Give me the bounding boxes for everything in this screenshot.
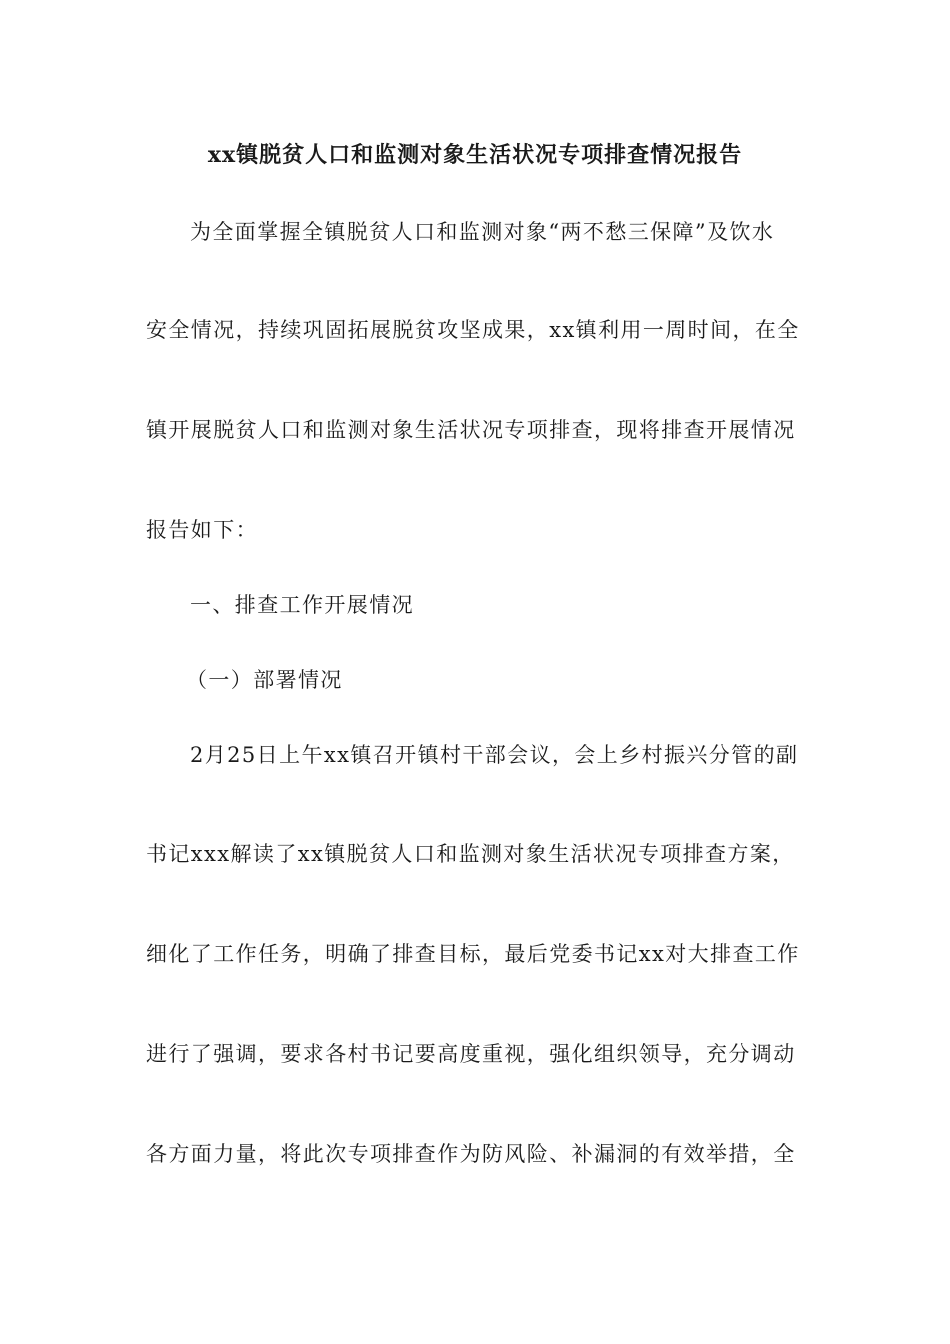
paragraph-line: 为全面掌握全镇脱贫人口和监测对象“两不愁三保障”及饮水 bbox=[190, 220, 775, 244]
document-title: xx镇脱贫人口和监测对象生活状况专项排查情况报告 bbox=[207, 142, 743, 168]
section-heading: 一、排查工作开展情况 bbox=[190, 593, 414, 617]
paragraph-line: 细化了工作任务，明确了排查目标，最后党委书记xx对大排查工作 bbox=[146, 942, 800, 966]
paragraph-line: 安全情况，持续巩固拓展脱贫攻坚成果，xx镇利用一周时间，在全 bbox=[146, 318, 800, 342]
subsection-heading: （一）部署情况 bbox=[186, 668, 343, 692]
paragraph-line: 镇开展脱贫人口和监测对象生活状况专项排查，现将排查开展情况 bbox=[146, 418, 796, 442]
paragraph-line: 进行了强调，要求各村书记要高度重视，强化组织领导，充分调动 bbox=[146, 1042, 796, 1066]
paragraph-line: 书记xxx解读了xx镇脱贫人口和监测对象生活状况专项排查方案， bbox=[146, 842, 795, 866]
paragraph-line: 各方面力量，将此次专项排查作为防风险、补漏洞的有效举措，全 bbox=[146, 1142, 796, 1166]
paragraph-line: 报告如下： bbox=[146, 518, 258, 542]
paragraph-line: 2月25日上午xx镇召开镇村干部会议，会上乡村振兴分管的副 bbox=[190, 743, 799, 767]
